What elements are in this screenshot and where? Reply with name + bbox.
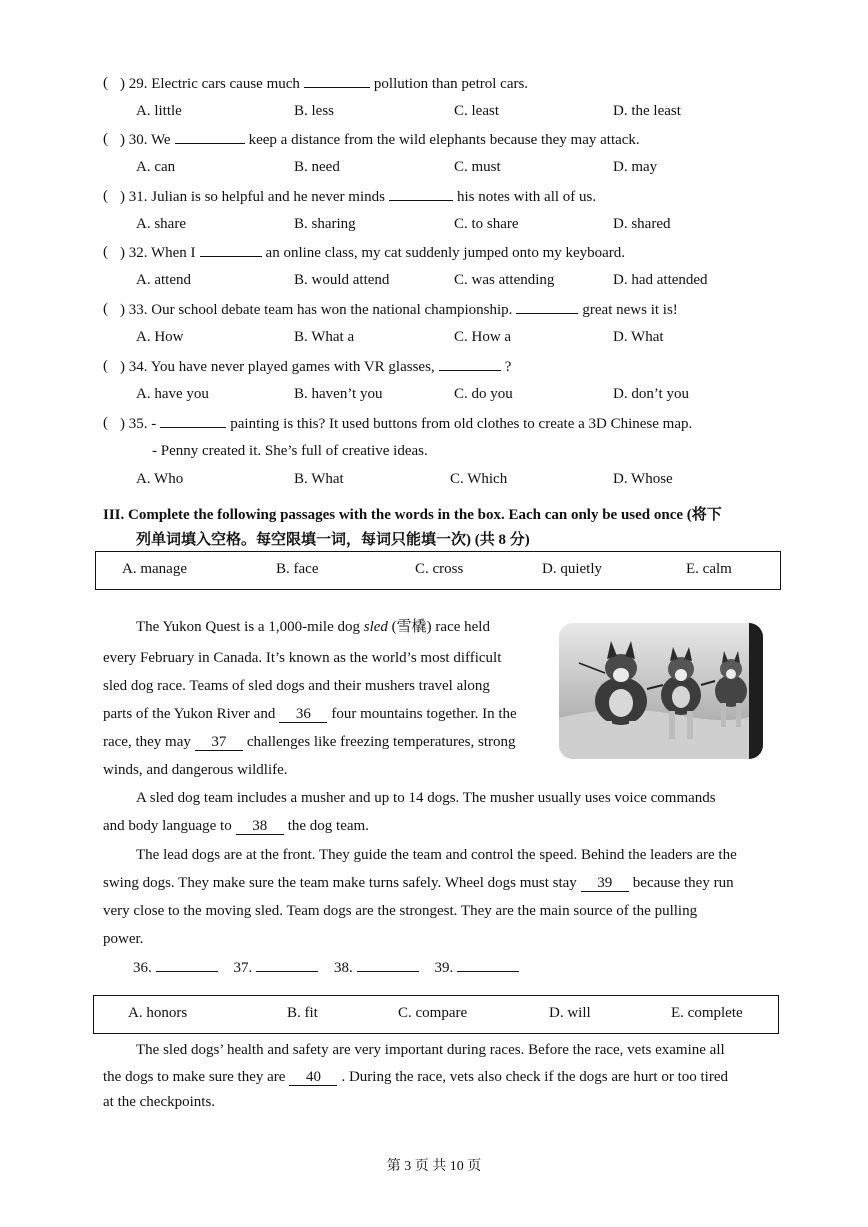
answer-line: [133, 957, 523, 978]
question-blank[interactable]: [389, 186, 453, 201]
passage-1-line: power.: [103, 931, 144, 947]
option-32-d[interactable]: D. had attended: [613, 272, 708, 288]
passage-2-line: The sled dogs’ health and safety are very important during races. Before the race, vets examine all: [136, 1042, 725, 1058]
answer-bracket[interactable]: (: [103, 188, 108, 204]
question-reply-35: - Penny created it. She’s full of creative ideas.: [152, 443, 428, 459]
answer-blank[interactable]: [256, 957, 318, 972]
option-35-b[interactable]: B. What: [294, 471, 344, 487]
blank-40: 40: [289, 1069, 337, 1086]
word-box-2-item: C. compare: [398, 1005, 468, 1021]
passage-1-line: every February in Canada. It’s known as the world’s most difficult: [103, 650, 502, 666]
option-33-a[interactable]: A. How: [136, 329, 184, 345]
answer-label: 37.: [233, 960, 253, 976]
passage-1-line: very close to the moving sled. Team dogs are the strongest. They are the main source of the pulling: [103, 903, 698, 919]
passage-2-line: the dogs to make sure they are 40 . During the race, vets also check if the dogs are hurt or too tired: [103, 1069, 728, 1085]
answer-blank[interactable]: [357, 957, 419, 972]
word-box-2-item: B. fit: [287, 1005, 318, 1021]
option-34-d[interactable]: D. don’t you: [613, 386, 689, 402]
passage-1-line: swing dogs. They make sure the team make turns safely. Wheel dogs must stay 39 because they run: [103, 875, 734, 891]
question-blank[interactable]: [516, 299, 578, 314]
word-box-2-item: D. will: [549, 1005, 591, 1021]
blank-38: 38: [236, 818, 284, 835]
option-34-b[interactable]: B. haven’t you: [294, 386, 383, 402]
option-30-c[interactable]: C. must: [454, 159, 501, 175]
option-29-b[interactable]: B. less: [294, 103, 335, 119]
passage-1-line: The Yukon Quest is a 1,000-mile dog sled (雪橇) race held: [136, 619, 490, 635]
question-stem-31: ) 31. Julian is so helpful and he never minds his notes with all of us.: [120, 186, 596, 207]
option-35-d[interactable]: D. Whose: [613, 471, 673, 487]
option-32-b[interactable]: B. would attend: [294, 272, 390, 288]
passage-1-line: A sled dog team includes a musher and up to 14 dogs. The musher usually uses voice commands: [136, 790, 716, 806]
passage-1-line: parts of the Yukon River and 36 four mountains together. In the: [103, 706, 517, 722]
answer-bracket[interactable]: (: [103, 244, 108, 260]
word-box-1-item: B. face: [276, 561, 319, 577]
answer-label: 39.: [434, 960, 454, 976]
passage-2-line: at the checkpoints.: [103, 1094, 216, 1110]
option-34-a[interactable]: A. have you: [136, 386, 209, 402]
option-29-d[interactable]: D. the least: [613, 103, 681, 119]
question-stem-33: ) 33. Our school debate team has won the national championship. great news it is!: [120, 299, 678, 320]
blank-37: 37: [195, 734, 243, 751]
option-32-a[interactable]: A. attend: [136, 272, 191, 288]
question-stem-34: ) 34. You have never played games with VR glasses, ?: [120, 356, 511, 377]
answer-bracket[interactable]: (: [103, 75, 108, 91]
question-blank[interactable]: [439, 356, 501, 371]
question-stem-32: ) 32. When I an online class, my cat suddenly jumped onto my keyboard.: [120, 242, 625, 263]
answer-label: 38.: [334, 960, 353, 976]
option-30-b[interactable]: B. need: [294, 159, 340, 175]
word-box-2-item: A. honors: [128, 1005, 188, 1021]
option-31-a[interactable]: A. share: [136, 216, 186, 232]
answer-bracket[interactable]: (: [103, 301, 108, 317]
option-34-c[interactable]: C. do you: [454, 386, 513, 402]
option-35-c[interactable]: C. Which: [450, 471, 508, 487]
option-29-a[interactable]: A. little: [136, 103, 182, 119]
section-3-header-line1: III. Complete the following passages with the words in the box. Each can only be used once (将下: [103, 507, 722, 523]
italic-word-sled: sled: [363, 619, 388, 635]
answer-bracket[interactable]: (: [103, 131, 108, 147]
passage-1-line: and body language to 38 the dog team.: [103, 818, 369, 834]
answer-bracket[interactable]: (: [103, 358, 108, 374]
passage-1-line: race, they may 37 challenges like freezing temperatures, strong: [103, 734, 516, 750]
word-box-1-item: A. manage: [122, 561, 187, 577]
option-31-d[interactable]: D. shared: [613, 216, 671, 232]
blank-39: 39: [581, 875, 629, 892]
page-number: 第 3 页 共 10 页: [386, 1159, 482, 1174]
word-box-1-item: E. calm: [686, 561, 732, 577]
option-32-c[interactable]: C. was attending: [454, 272, 555, 288]
option-30-d[interactable]: D. may: [613, 159, 658, 175]
option-31-b[interactable]: B. sharing: [294, 216, 356, 232]
passage-1-line: winds, and dangerous wildlife.: [103, 762, 288, 778]
section-3-header-line2: 列单词填入空格。每空限填一词，每词只能填一次) (共 8 分): [136, 532, 530, 548]
question-stem-35: ) 35. - painting is this? It used buttons from old clothes to create a 3D Chinese map.: [120, 413, 692, 434]
question-blank[interactable]: [200, 242, 262, 257]
option-31-c[interactable]: C. to share: [454, 216, 519, 232]
answer-blank[interactable]: [457, 957, 519, 972]
word-box-1-item: C. cross: [415, 561, 464, 577]
answer-bracket[interactable]: (: [103, 415, 108, 431]
passage-1-line: sled dog race. Teams of sled dogs and their mushers travel along: [103, 678, 490, 694]
question-blank[interactable]: [175, 129, 245, 144]
option-29-c[interactable]: C. least: [454, 103, 499, 119]
answer-blank[interactable]: [156, 957, 218, 972]
option-33-d[interactable]: D. What: [613, 329, 664, 345]
word-box-1-item: D. quietly: [542, 561, 602, 577]
option-30-a[interactable]: A. can: [136, 159, 176, 175]
passage-1-line: The lead dogs are at the front. They guide the team and control the speed. Behind the leaders are the: [136, 847, 737, 863]
word-box-2: [93, 995, 779, 1034]
word-box-2-item: E. complete: [671, 1005, 743, 1021]
blank-36: 36: [279, 706, 327, 723]
question-stem-29: ) 29. Electric cars cause much pollution than petrol cars.: [120, 73, 528, 94]
sled-dogs-photo: [559, 623, 763, 759]
option-33-c[interactable]: C. How a: [454, 329, 512, 345]
word-box-1: [95, 551, 781, 590]
option-33-b[interactable]: B. What a: [294, 329, 355, 345]
option-35-a[interactable]: A. Who: [136, 471, 184, 487]
question-blank[interactable]: [160, 413, 226, 428]
question-stem-30: ) 30. We keep a distance from the wild elephants because they may attack.: [120, 129, 640, 150]
question-blank[interactable]: [304, 73, 370, 88]
answer-label: 36.: [133, 960, 152, 976]
